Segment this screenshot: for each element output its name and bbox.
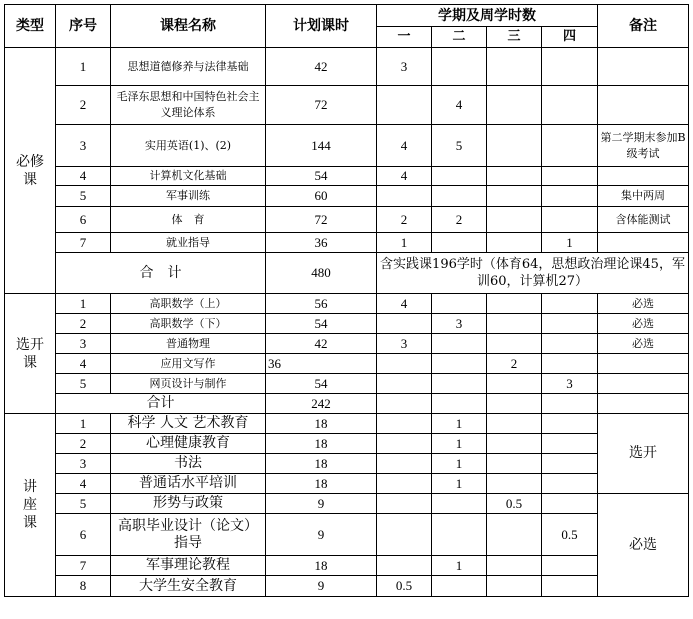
header-terms: 学期及周学时数 [377, 5, 598, 27]
total-row [5, 253, 689, 294]
cell-term-4 [542, 314, 598, 334]
table-row [5, 186, 689, 207]
cell-term-3: 2 [487, 354, 542, 374]
cell-term-4: 0.5 [542, 514, 598, 556]
cell-course: 实用英语(1)、(2) [111, 125, 266, 167]
cell-term-1 [377, 474, 432, 494]
table-row [5, 556, 689, 576]
table-row [5, 233, 689, 253]
cell-term-2: 1 [432, 556, 487, 576]
cell-no: 5 [56, 186, 111, 207]
cell-no: 2 [56, 434, 111, 454]
cell-no: 1 [56, 294, 111, 314]
table-row [5, 314, 689, 334]
cell-course: 体 育 [111, 207, 266, 233]
cell-no: 1 [56, 48, 111, 86]
cell-hours: 60 [266, 186, 377, 207]
cell-hours: 36 [266, 354, 377, 374]
cell-term-4 [542, 186, 598, 207]
header-term-1: 一 [377, 27, 432, 48]
cell-course: 普通话水平培训 [111, 474, 266, 494]
cell-term-2 [432, 48, 487, 86]
cell-term-1 [377, 186, 432, 207]
total-label: 合 计 [56, 253, 266, 294]
table-row [5, 514, 689, 556]
table-row [5, 454, 689, 474]
cell-term-4 [542, 494, 598, 514]
cell-hours: 9 [266, 576, 377, 597]
header-term-2: 二 [432, 27, 487, 48]
cell-no: 3 [56, 334, 111, 354]
cell-term-3 [487, 434, 542, 454]
cell-note: 必选 [598, 294, 689, 314]
table-row [5, 374, 689, 394]
table-row [5, 474, 689, 494]
cell-term-3 [487, 233, 542, 253]
cell-no: 5 [56, 494, 111, 514]
cell-course: 高职数学（下） [111, 314, 266, 334]
table-row [5, 434, 689, 454]
cell-term-1: 2 [377, 207, 432, 233]
cell-hours: 18 [266, 454, 377, 474]
cell-term-2: 1 [432, 474, 487, 494]
cell-note [598, 374, 689, 394]
cell-term-1 [377, 556, 432, 576]
cell-term-3 [487, 334, 542, 354]
note-required: 必选 [598, 494, 689, 597]
cell-term-1: 0.5 [377, 576, 432, 597]
cell-term-2 [432, 374, 487, 394]
cell-term-2 [432, 494, 487, 514]
cell-course: 普通物理 [111, 334, 266, 354]
cell-term-2 [432, 294, 487, 314]
cell-term-4 [542, 474, 598, 494]
cell-term-3 [487, 186, 542, 207]
cell-no: 8 [56, 576, 111, 597]
cell-term-4: 3 [542, 374, 598, 394]
header-course: 课程名称 [111, 5, 266, 48]
cell-term-3 [487, 454, 542, 474]
cell-term-2: 1 [432, 454, 487, 474]
cell-term-1: 1 [377, 233, 432, 253]
cell-hours: 144 [266, 125, 377, 167]
table-row [5, 207, 689, 233]
cell-hours: 72 [266, 207, 377, 233]
cell-no: 5 [56, 374, 111, 394]
cell-course: 心理健康教育 [111, 434, 266, 454]
cell-note: 必选 [598, 334, 689, 354]
cell-course: 就业指导 [111, 233, 266, 253]
total-note: 含实践课196学时（体育64，思想政治理论课45，军训60，计算机27） [377, 253, 689, 294]
cell-term-2: 2 [432, 207, 487, 233]
cell-course: 形势与政策 [111, 494, 266, 514]
cell-hours: 9 [266, 514, 377, 556]
table-row [5, 48, 689, 86]
cell-hours: 42 [266, 334, 377, 354]
cell-term-3 [487, 48, 542, 86]
cell-term-2 [432, 186, 487, 207]
cell-term-2: 4 [432, 86, 487, 125]
cell-hours: 56 [266, 294, 377, 314]
cell-hours: 18 [266, 414, 377, 434]
cell-course: 应用文写作 [111, 354, 266, 374]
cell-term-2 [432, 514, 487, 556]
cell-hours: 36 [266, 233, 377, 253]
total-hours: 242 [266, 394, 377, 414]
cell-course: 科学 人文 艺术教育 [111, 414, 266, 434]
cell-hours: 18 [266, 556, 377, 576]
cell-term-4: 1 [542, 233, 598, 253]
cell-hours: 54 [266, 314, 377, 334]
cell-no: 3 [56, 125, 111, 167]
cell-note: 第二学期末参加B级考试 [598, 125, 689, 167]
cell-term-3 [487, 556, 542, 576]
cell-term-1 [377, 86, 432, 125]
cell-course: 计算机文化基础 [111, 167, 266, 186]
cell-term-1 [377, 374, 432, 394]
cell-no: 3 [56, 454, 111, 474]
empty-cell [487, 394, 542, 414]
cell-term-4 [542, 354, 598, 374]
cell-term-4 [542, 556, 598, 576]
empty-cell [598, 394, 689, 414]
cell-term-4 [542, 294, 598, 314]
cell-term-3 [487, 207, 542, 233]
cell-term-1: 4 [377, 294, 432, 314]
category-required [5, 48, 56, 294]
empty-cell [542, 394, 598, 414]
cell-hours: 42 [266, 48, 377, 86]
header-term-3: 三 [487, 27, 542, 48]
total-hours: 480 [266, 253, 377, 294]
table-row [5, 576, 689, 597]
cell-term-2: 5 [432, 125, 487, 167]
cell-term-3 [487, 294, 542, 314]
cell-hours: 54 [266, 167, 377, 186]
cell-course: 军事训练 [111, 186, 266, 207]
cell-term-2 [432, 233, 487, 253]
cell-term-1 [377, 354, 432, 374]
cell-no: 6 [56, 514, 111, 556]
cell-hours: 54 [266, 374, 377, 394]
cell-note: 集中两周 [598, 186, 689, 207]
cell-term-3 [487, 414, 542, 434]
cell-term-3 [487, 474, 542, 494]
cell-note [598, 167, 689, 186]
cell-no: 2 [56, 86, 111, 125]
cell-term-3: 0.5 [487, 494, 542, 514]
cell-term-4 [542, 207, 598, 233]
cell-term-4 [542, 48, 598, 86]
cell-term-4 [542, 434, 598, 454]
cell-term-3 [487, 374, 542, 394]
cell-note [598, 86, 689, 125]
course-plan-table [4, 4, 689, 597]
cell-term-3 [487, 167, 542, 186]
cell-term-1 [377, 494, 432, 514]
cell-term-2 [432, 334, 487, 354]
cell-term-4 [542, 576, 598, 597]
cell-no: 4 [56, 354, 111, 374]
cell-term-3 [487, 125, 542, 167]
cell-term-3 [487, 314, 542, 334]
cell-term-1: 4 [377, 167, 432, 186]
cell-term-1 [377, 414, 432, 434]
cell-term-2 [432, 576, 487, 597]
cell-course: 军事理论教程 [111, 556, 266, 576]
cell-no: 7 [56, 556, 111, 576]
cell-term-2 [432, 167, 487, 186]
cell-note: 含体能测试 [598, 207, 689, 233]
table-row [5, 125, 689, 167]
cell-course: 毛泽东思想和中国特色社会主义理论体系 [111, 86, 266, 125]
cell-term-1 [377, 454, 432, 474]
note-optional: 选开 [598, 414, 689, 494]
cell-term-3 [487, 86, 542, 125]
cell-term-4 [542, 167, 598, 186]
cell-term-4 [542, 334, 598, 354]
table-row [5, 167, 689, 186]
cell-term-1 [377, 314, 432, 334]
cell-term-4 [542, 86, 598, 125]
empty-cell [377, 394, 432, 414]
table-row [5, 86, 689, 125]
table-row [5, 334, 689, 354]
cell-term-2: 1 [432, 414, 487, 434]
cell-term-1: 3 [377, 334, 432, 354]
category-label: 选开课 [16, 336, 44, 371]
header-no: 序号 [56, 5, 111, 48]
category-lecture [5, 414, 56, 597]
cell-no: 4 [56, 167, 111, 186]
category-label: 必修课 [16, 153, 44, 188]
cell-hours: 9 [266, 494, 377, 514]
cell-no: 2 [56, 314, 111, 334]
course-plan-table-container [4, 4, 689, 597]
cell-course: 书法 [111, 454, 266, 474]
cell-term-3 [487, 576, 542, 597]
table-row [5, 354, 689, 374]
cell-term-2 [432, 354, 487, 374]
empty-cell [432, 394, 487, 414]
category-elective [5, 294, 56, 414]
cell-note: 必选 [598, 314, 689, 334]
cell-term-1 [377, 514, 432, 556]
cell-course: 网页设计与制作 [111, 374, 266, 394]
total-row [5, 394, 689, 414]
header-hours: 计划课时 [266, 5, 377, 48]
cell-note [598, 48, 689, 86]
cell-term-4 [542, 414, 598, 434]
cell-term-1: 4 [377, 125, 432, 167]
cell-term-4 [542, 454, 598, 474]
cell-note [598, 233, 689, 253]
cell-course: 高职数学（上） [111, 294, 266, 314]
cell-hours: 72 [266, 86, 377, 125]
cell-no: 7 [56, 233, 111, 253]
header-row [5, 5, 689, 27]
total-label: 合计 [56, 394, 266, 414]
cell-course: 高职毕业设计（论文）指导 [111, 514, 266, 556]
cell-term-1: 3 [377, 48, 432, 86]
header-term-4: 四 [542, 27, 598, 48]
cell-note [598, 354, 689, 374]
cell-term-1 [377, 434, 432, 454]
cell-term-2: 3 [432, 314, 487, 334]
table-row [5, 494, 689, 514]
table-row [5, 294, 689, 314]
cell-term-2: 1 [432, 434, 487, 454]
cell-course: 大学生安全教育 [111, 576, 266, 597]
category-label: 讲座课 [23, 479, 37, 531]
cell-term-3 [487, 514, 542, 556]
cell-no: 4 [56, 474, 111, 494]
header-remark: 备注 [598, 5, 689, 48]
cell-no: 1 [56, 414, 111, 434]
table-row [5, 414, 689, 434]
cell-no: 6 [56, 207, 111, 233]
cell-term-4 [542, 125, 598, 167]
cell-hours: 18 [266, 474, 377, 494]
cell-course: 思想道德修养与法律基础 [111, 48, 266, 86]
cell-hours: 18 [266, 434, 377, 454]
header-type: 类型 [5, 5, 56, 48]
